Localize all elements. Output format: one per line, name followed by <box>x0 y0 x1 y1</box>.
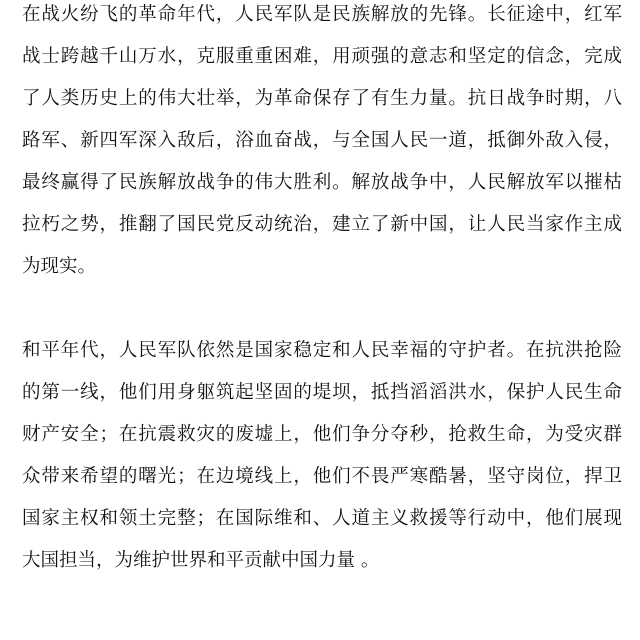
paragraph-1-line-7: 为现实。 <box>22 256 97 277</box>
paragraph-1-line-5: 最终赢得了民族解放战争的伟大胜利。解放战争中，人民解放军以摧枯 <box>22 172 622 193</box>
paragraph-2-line-2: 的第一线，他们用身躯筑起坚固的堤坝，抵挡滔滔洪水，保护人民生命 <box>22 382 622 403</box>
paragraph-1-line-2: 战士跨越千山万水，克服重重困难，用顽强的意志和坚定的信念，完成 <box>22 46 622 67</box>
paragraph-1-line-4: 路军、新四军深入敌后，浴血奋战，与全国人民一道，抵御外敌入侵， <box>22 130 622 151</box>
paragraph-1-line-3: 了人类历史上的伟大壮举，为革命保存了有生力量。抗日战争时期，八 <box>22 88 622 109</box>
paragraph-2-line-3: 财产安全；在抗震救灾的废墟上，他们争分夺秒，抢救生命，为受灾群 <box>22 424 622 445</box>
paragraph-1-line-1: 在战火纷飞的革命年代，人民军队是民族解放的先锋。长征途中，红军 <box>22 4 622 25</box>
paragraph-2-line-1: 和平年代，人民军队依然是国家稳定和人民幸福的守护者。在抗洪抢险 <box>22 340 622 361</box>
paragraph-1-line-6: 拉朽之势，推翻了国民党反动统治，建立了新中国，让人民当家作主成 <box>22 214 622 235</box>
paragraph-2-line-6: 大国担当，为维护世界和平贡献中国力量 。 <box>22 550 380 571</box>
paragraph-2-line-5: 国家主权和领土完整；在国际维和、人道主义救援等行动中，他们展现 <box>22 508 622 529</box>
paragraph-2-line-4: 众带来希望的曙光；在边境线上，他们不畏严寒酷暑，坚守岗位，捍卫 <box>22 466 622 487</box>
